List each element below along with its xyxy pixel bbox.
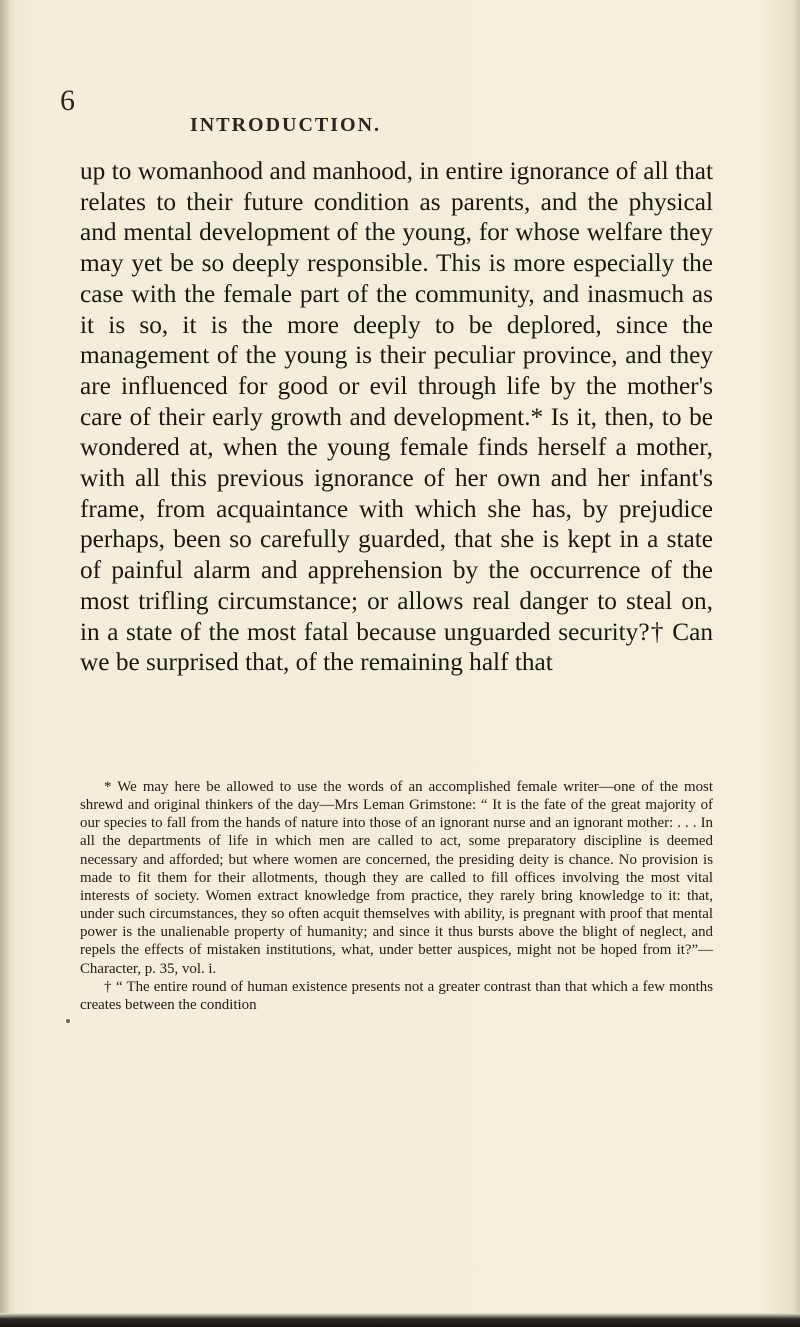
ink-speck <box>66 1019 70 1023</box>
footnotes <box>80 778 713 1014</box>
footnote-2: † “ The entire round of human existence presents not a greater contrast than that which a few months creates between the condition <box>80 978 713 1013</box>
page-right-edge-shadow <box>792 0 800 1327</box>
page-left-edge-shadow <box>0 0 10 1327</box>
scan-bottom-edge <box>0 1313 800 1327</box>
page-header <box>60 84 740 136</box>
footnote-1: * We may here be allowed to use the words of an accomplished female writer—one of the most shrewd and original thinkers of the day—Mrs Leman Grimstone: “ It is the fate of the great majority of our species to fall from the hands of nature into those of an ignorant nurse and an ignorant mother: . . . In all the departments of life in which men are called to act, some preparatory discipline is deemed necessary and afforded; but where women are concerned, the presiding deity is chance. No provision is made to fit them for their allotments, though they are called to fill offices involving the most vital interests of society. Women extract knowledge from practice, they rarely bring knowledge to it: that, under such circumstances, they so often acquit themselves with ability, is pregnant with proof that mental power is the unalienable property of humanity; and since it thus bursts above the blight of neglect, and repels the effects of mistaken institutions, what, under better auspices, might not be hoped from it?”—Character, p. 35, vol. i. <box>80 779 713 977</box>
running-head: INTRODUCTION. <box>190 114 382 136</box>
body-paragraph: up to womanhood and manhood, in entire ignorance of all that relates to their future condition as parents, and the physical and mental development of the young, for whose welfare they may yet be so deeply responsible. This is more especially the case with the female part of the community, and inasmuch as it is so, it is the more deeply to be deplored, since the management of the young is their peculiar province, and they are influenced for good or evil through life by the mother's care of their early growth and development.* Is it, then, to be wondered at, when the young female finds herself a mother, with all this previous ignorance of her own and her infant's frame, from acquaintance with which she has, by prejudice perhaps, been so carefully guarded, that she is kept in a state of painful alarm and apprehension by the occurrence of the most trifling circumstance; or allows real danger to steal on, in a state of the most fatal because unguarded security?† Can we be surprised that, of the remaining half that <box>80 157 713 677</box>
main-text <box>80 156 713 678</box>
page-number: 6 <box>60 84 75 117</box>
